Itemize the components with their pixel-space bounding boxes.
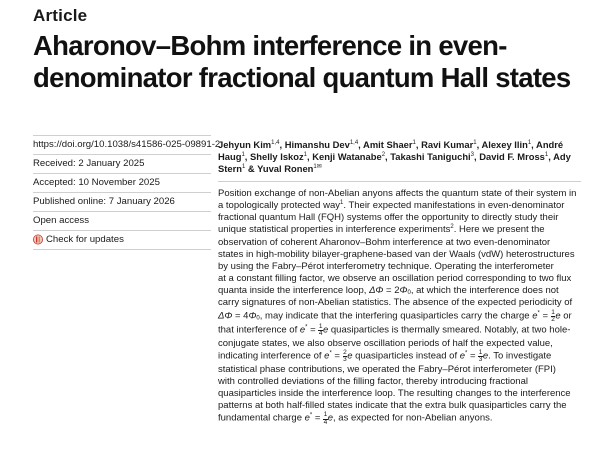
citation-ref: 1 [340, 200, 344, 207]
fraction: $\frac{1}{3}$ [478, 348, 483, 364]
author-1: Jehyun Kim$^{1,4}$ [218, 139, 280, 150]
author-6: André Haug$^1$ [218, 139, 564, 162]
abstract-line: statistical phase contributions, we operated the Fabry–Pérot interferometer (FPI) [218, 363, 556, 375]
abstract-line: that interference of e* = $\frac{1}{4}$ e quasiparticles is thermally smeared. Notably, at two hole- [218, 322, 571, 338]
author-11: Ady Stern$^1$ [218, 151, 571, 174]
accepted-date: Accepted: 10 November 2025 [33, 174, 211, 193]
abstract [218, 188, 582, 426]
citation-ref: 2 [450, 224, 454, 231]
open-access-label: Open access [33, 212, 211, 231]
doi-link[interactable]: https://doi.org/10.1038/s41586-025-09891-2 [33, 135, 211, 155]
fraction: $\frac{2}{3}$ [343, 348, 347, 364]
author-2: Himanshu Dev$^{1,4}$ [284, 139, 359, 150]
abstract-line: patterns at both half-filled states indicate that the extra bulk quasiparticles carry the [218, 400, 567, 412]
abstract-line: a topologically protected way$^1$. Their expected manifestations in even-denominator [218, 200, 565, 212]
received-date: Received: 2 January 2025 [33, 155, 211, 174]
author-12: Yuval Ronen$^{1✉}$ [257, 163, 322, 174]
author-8: Kenji Watanabe$^2$ [312, 151, 386, 162]
article-title: Aharonov–Bohm interference in even-denominator fractional quantum Hall states [33, 30, 571, 93]
abstract-line: at a constant filling factor, we observe an oscillation period corresponding to two flux [218, 273, 572, 285]
section-divider [218, 181, 581, 182]
published-date: Published online: 7 January 2026 [33, 193, 211, 212]
fraction: $\frac{1}{2}$ [551, 308, 555, 324]
author-10: David F. Mross$^1$ [479, 151, 549, 162]
abstract-line: with controlled deviations of the filling factor, thereby introducing fractional [218, 375, 528, 387]
abstract-line: by using the Fabry–Pérot interferometry technique. Operating the interferometer [218, 260, 554, 272]
author-4: Ravi Kumar$^1$ [421, 139, 477, 150]
abstract-line: conjugate states, we also observe oscillation periods of half the expected value, [218, 337, 553, 349]
abstract-line: unique statistical properties in interference experiments$^2$. Here we present the [218, 224, 545, 236]
author-5: Alexey Ilin$^1$ [481, 139, 532, 150]
article-metadata [33, 135, 221, 250]
fraction: $\frac{1}{4}$ [323, 411, 328, 426]
abstract-line: states in high-mobility bilayer-graphene-based van der Waals (vdW) heterostructures [218, 248, 575, 260]
check-for-updates-icon [33, 234, 43, 245]
abstract-line: $\Delta\Phi = 4\Phi_0$, may indicate that the interfering quasiparticles carry the charge e* = $\frac{1}{2}$ e or [218, 308, 572, 324]
author-9: Takashi Taniguchi$^3$ [390, 151, 475, 162]
author-7: Shelly Iskoz$^1$ [250, 151, 308, 162]
abstract-line: Position exchange of non-Abelian anyons affects the quantum state of their system in [218, 188, 577, 199]
author-list: Jehyun Kim$^{1,4}$, Himanshu Dev$^{1,4}$, Amit Shaer$^1$, Ravi Kumar$^1$, Alexey Ilin$^1$, André Haug$^1$, Shelly Iskoz$^1$, Kenji Watanabe$^2$, Takashi Taniguchi$^3$, David F. Mross$^1$, Ady Stern$^1$ & Yuval Ronen$^{1✉}$ [218, 139, 571, 174]
abstract-line: fundamental charge e* = $\frac{1}{4}$ e, as expected for non-Abelian anyons. [218, 411, 493, 426]
abstract-line: quasiparticles inside the interference loop. The resulting changes to the interference [218, 388, 571, 400]
abstract-line: carry signatures of non-Abelian statistics. The absence of the expected periodicity of [218, 297, 573, 309]
abstract-line: observation of coherent Aharonov–Bohm interference at two even-denominator [218, 236, 551, 248]
abstract-line: fractional quantum Hall (FQH) systems offer the opportunity to directly study their [218, 212, 559, 224]
article-type-label: Article [33, 6, 88, 25]
abstract-line: quanta inside the interference loop, $\Delta\Phi = 2\Phi_0$, at which the interference does not [218, 285, 559, 297]
author-3: Amit Shaer$^1$ [363, 139, 416, 150]
check-for-updates-button[interactable] [33, 231, 211, 250]
fraction: $\frac{1}{4}$ [318, 322, 323, 338]
abstract-line: indicating interference of e* = $\frac{2}{3}$ e quasiparticles instead of e* = $\frac{1}{3}$ e. To investigate [218, 348, 552, 364]
check-for-updates-label: Check for updates [46, 234, 124, 245]
